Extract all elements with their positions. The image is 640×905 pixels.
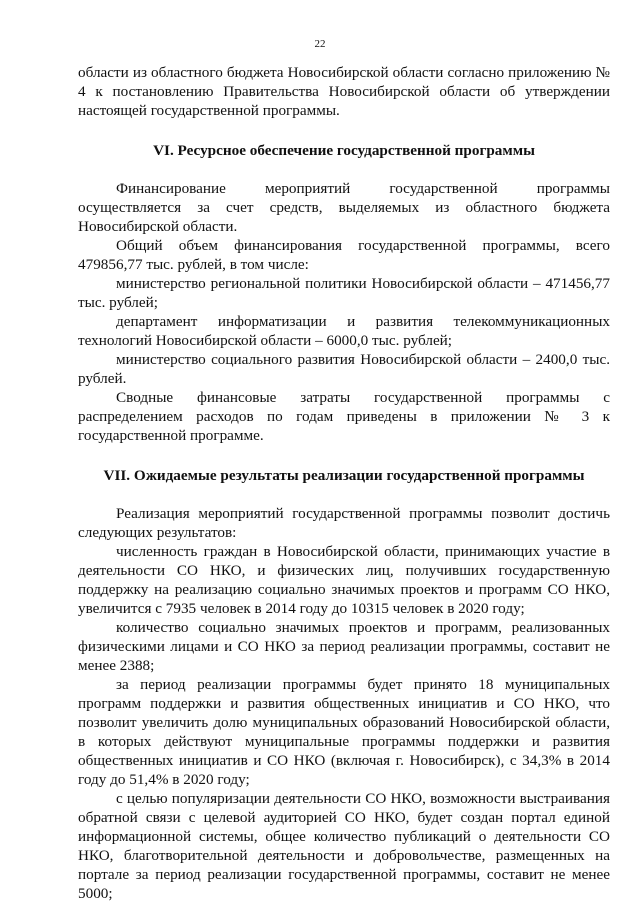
section-7-paragraph: с целью популяризации деятельности СО НКО, возможности выстраивания обратной связи с целевой аудиторией СО НКО, будет создан портал единой информационной системы, общее количество публикаций о деятельности СО НКО, благотворительной деятельности и добровольчестве, размещенных на портале за период реализации государственной программы, составит не менее 5000; — [78, 790, 610, 902]
section-7-paragraph: Реализация мероприятий государственной программы позволит достичь следующих результатов: — [78, 505, 610, 541]
section-7-heading: VII. Ожидаемые результаты реализации государственной программы — [103, 467, 585, 484]
page-number: 22 — [314, 38, 326, 50]
section-6-paragraph: министерство региональной политики Новосибирской области – 471456,77 тыс. рублей; — [78, 275, 610, 311]
section-6-heading: VI. Ресурсное обеспечение государственной программы — [153, 142, 535, 159]
document-body — [78, 63, 610, 903]
section-7-paragraph: количество социально значимых проектов и программ, реализованных физическими лицами и СО НКО за период реализации программы, составит не менее 2388; — [78, 619, 610, 674]
section-6-paragraph: Общий объем финансирования государственной программы, всего 479856,77 тыс. рублей, в том числе: — [78, 237, 610, 273]
intro-paragraph: области из областного бюджета Новосибирской области согласно приложению № 4 к постановлению Правительства Новосибирской области об утверждении настоящей государственной программы. — [78, 64, 610, 119]
section-6-paragraph: департамент информатизации и развития телекоммуникационных технологий Новосибирской области – 6000,0 тыс. рублей; — [78, 313, 610, 349]
section-7-paragraph: численность граждан в Новосибирской области, принимающих участие в деятельности СО НКО, и физических лиц, получивших государственную поддержку на реализацию социально значимых проектов и программ СО НКО, увеличится с 7935 человек в 2014 году до 10315 человек в 2020 году; — [78, 543, 610, 617]
section-6-paragraph: Финансирование мероприятий государственной программы осуществляется за счет средств, выделяемых из областного бюджета Новосибирской области. — [78, 180, 610, 235]
section-6-paragraph: Сводные финансовые затраты государственной программы с распределением расходов по годам приведены в приложении № 3 к государственной программе. — [78, 389, 610, 444]
section-6-paragraph: министерство социального развития Новосибирской области – 2400,0 тыс. рублей. — [78, 351, 610, 387]
section-7-paragraph: за период реализации программы будет принято 18 муниципальных программ поддержки и развития общественных инициатив и СО НКО, что позволит увеличить долю муниципальных образований Новосибирской области, в которых действуют муниципальные программы поддержки и развития общественных инициатив и СО НКО (включая г. Новосибирск), с 34,3% в 2014 году до 51,4% в 2020 году; — [78, 676, 610, 788]
